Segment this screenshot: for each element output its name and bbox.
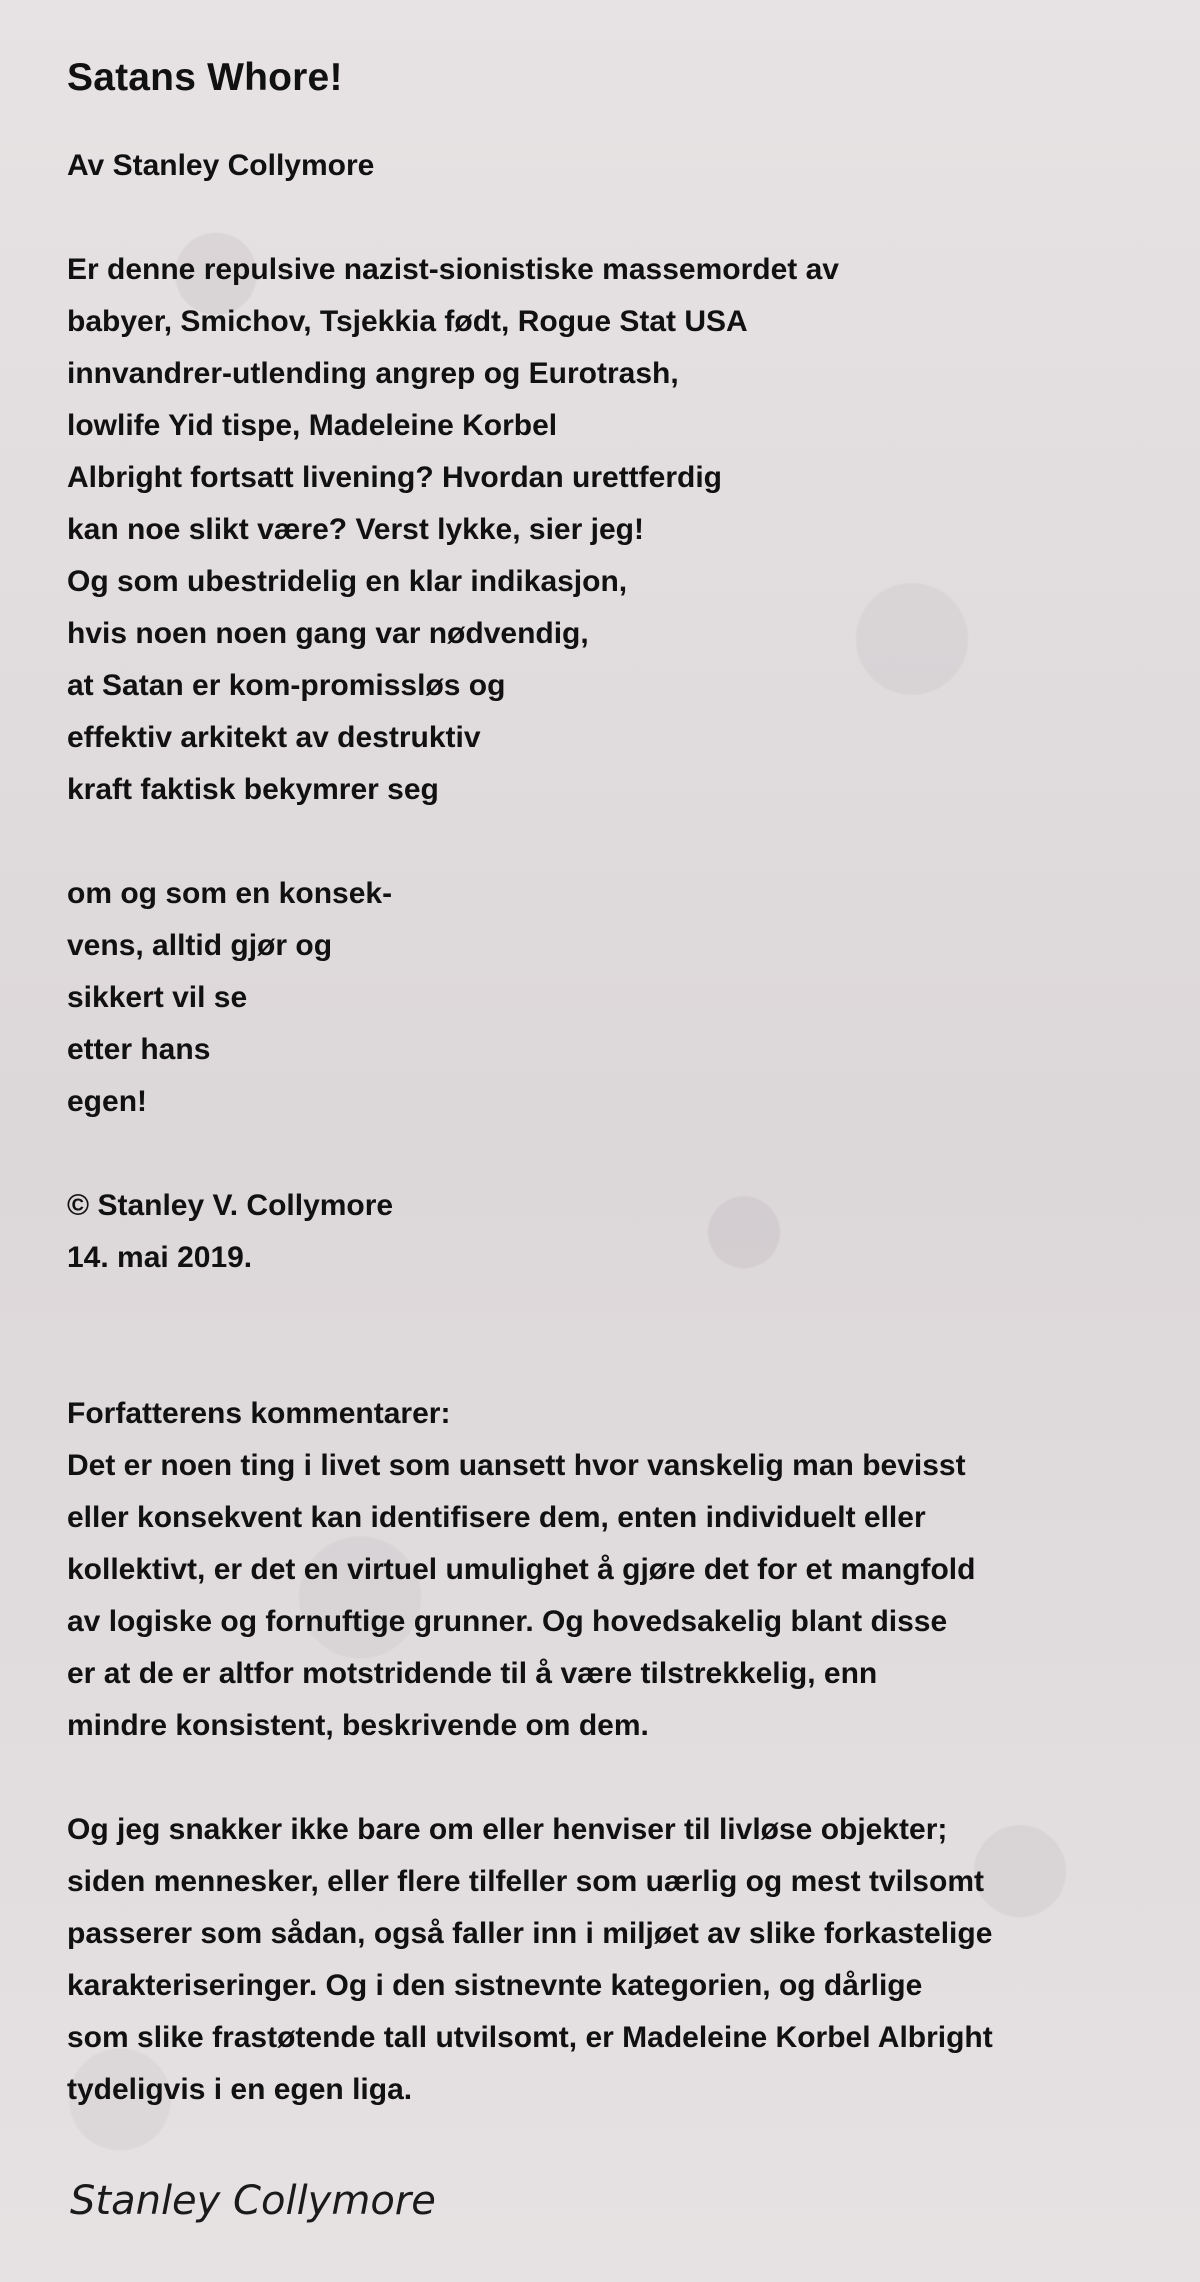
poem-line: lowlife Yid tispe, Madeleine Korbel [67, 409, 558, 442]
comment-line: mindre konsistent, beskrivende om dem. [67, 1709, 649, 1742]
comment-line: siden mennesker, eller flere tilfeller som uærlig og mest tvilsomt [67, 1865, 984, 1898]
section-break [67, 1284, 1127, 1388]
author-byline: Av Stanley Collymore [67, 149, 375, 182]
poem-line: Albright fortsatt livening? Hvordan urettferdig [67, 461, 723, 494]
poem-line: effektiv arkitekt av destruktiv [67, 721, 481, 754]
poem-container [67, 50, 1127, 2116]
poem-date: 14. mai 2019. [67, 1241, 253, 1274]
comment-line: av logiske og fornuftige grunner. Og hovedsakelig blant disse [67, 1605, 948, 1638]
poem-title: Satans Whore! [67, 56, 343, 99]
poem-line: Er denne repulsive nazist-sionistiske massemordet av [67, 253, 839, 286]
poem-line: sikkert vil se [67, 981, 248, 1014]
poem-line: vens, alltid gjør og [67, 929, 333, 962]
poem-line: egen! [67, 1085, 148, 1118]
comments-heading: Forfatterens kommentarer: [67, 1397, 451, 1430]
poem-line: Og som ubestridelig en klar indikasjon, [67, 565, 628, 598]
stanza-break [67, 1128, 1127, 1180]
poem-line: om og som en konsek- [67, 877, 393, 910]
comment-line: Og jeg snakker ikke bare om eller henviser til livløse objekter; [67, 1813, 948, 1846]
poem-line: etter hans [67, 1033, 211, 1066]
poem-line: innvandrer-utlending angrep og Eurotrash, [67, 357, 679, 390]
author-signature: Stanley Collymore [70, 2178, 436, 2224]
comment-line: som slike frastøtende tall utvilsomt, er Madeleine Korbel Albright [67, 2021, 993, 2054]
comment-line: eller konsekvent kan identifisere dem, enten individuelt eller [67, 1501, 926, 1534]
copyright-line: © Stanley V. Collymore [67, 1189, 394, 1222]
poem-line: babyer, Smichov, Tsjekkia født, Rogue Stat USA [67, 305, 748, 338]
stanza-break [67, 816, 1127, 868]
comment-line: Det er noen ting i livet som uansett hvor vanskelig man bevisst [67, 1449, 966, 1482]
comment-line: er at de er altfor motstridende til å være tilstrekkelig, enn [67, 1657, 878, 1690]
comment-line: kollektivt, er det en virtuel umulighet å gjøre det for et mangfold [67, 1553, 976, 1586]
poem-line: at Satan er kom-promissløs og [67, 669, 506, 702]
poem-line: hvis noen noen gang var nødvendig, [67, 617, 589, 650]
paragraph-break [67, 1752, 1127, 1804]
poem-line: kraft faktisk bekymrer seg [67, 773, 439, 806]
comment-line: karakteriseringer. Og i den sistnevnte kategorien, og dårlige [67, 1969, 923, 2002]
comment-line: tydeligvis i en egen liga. [67, 2073, 413, 2106]
poem-line: kan noe slikt være? Verst lykke, sier jeg! [67, 513, 644, 546]
poem-body [67, 244, 1127, 2116]
comment-line: passerer som sådan, også faller inn i miljøet av slike forkastelige [67, 1917, 993, 1950]
